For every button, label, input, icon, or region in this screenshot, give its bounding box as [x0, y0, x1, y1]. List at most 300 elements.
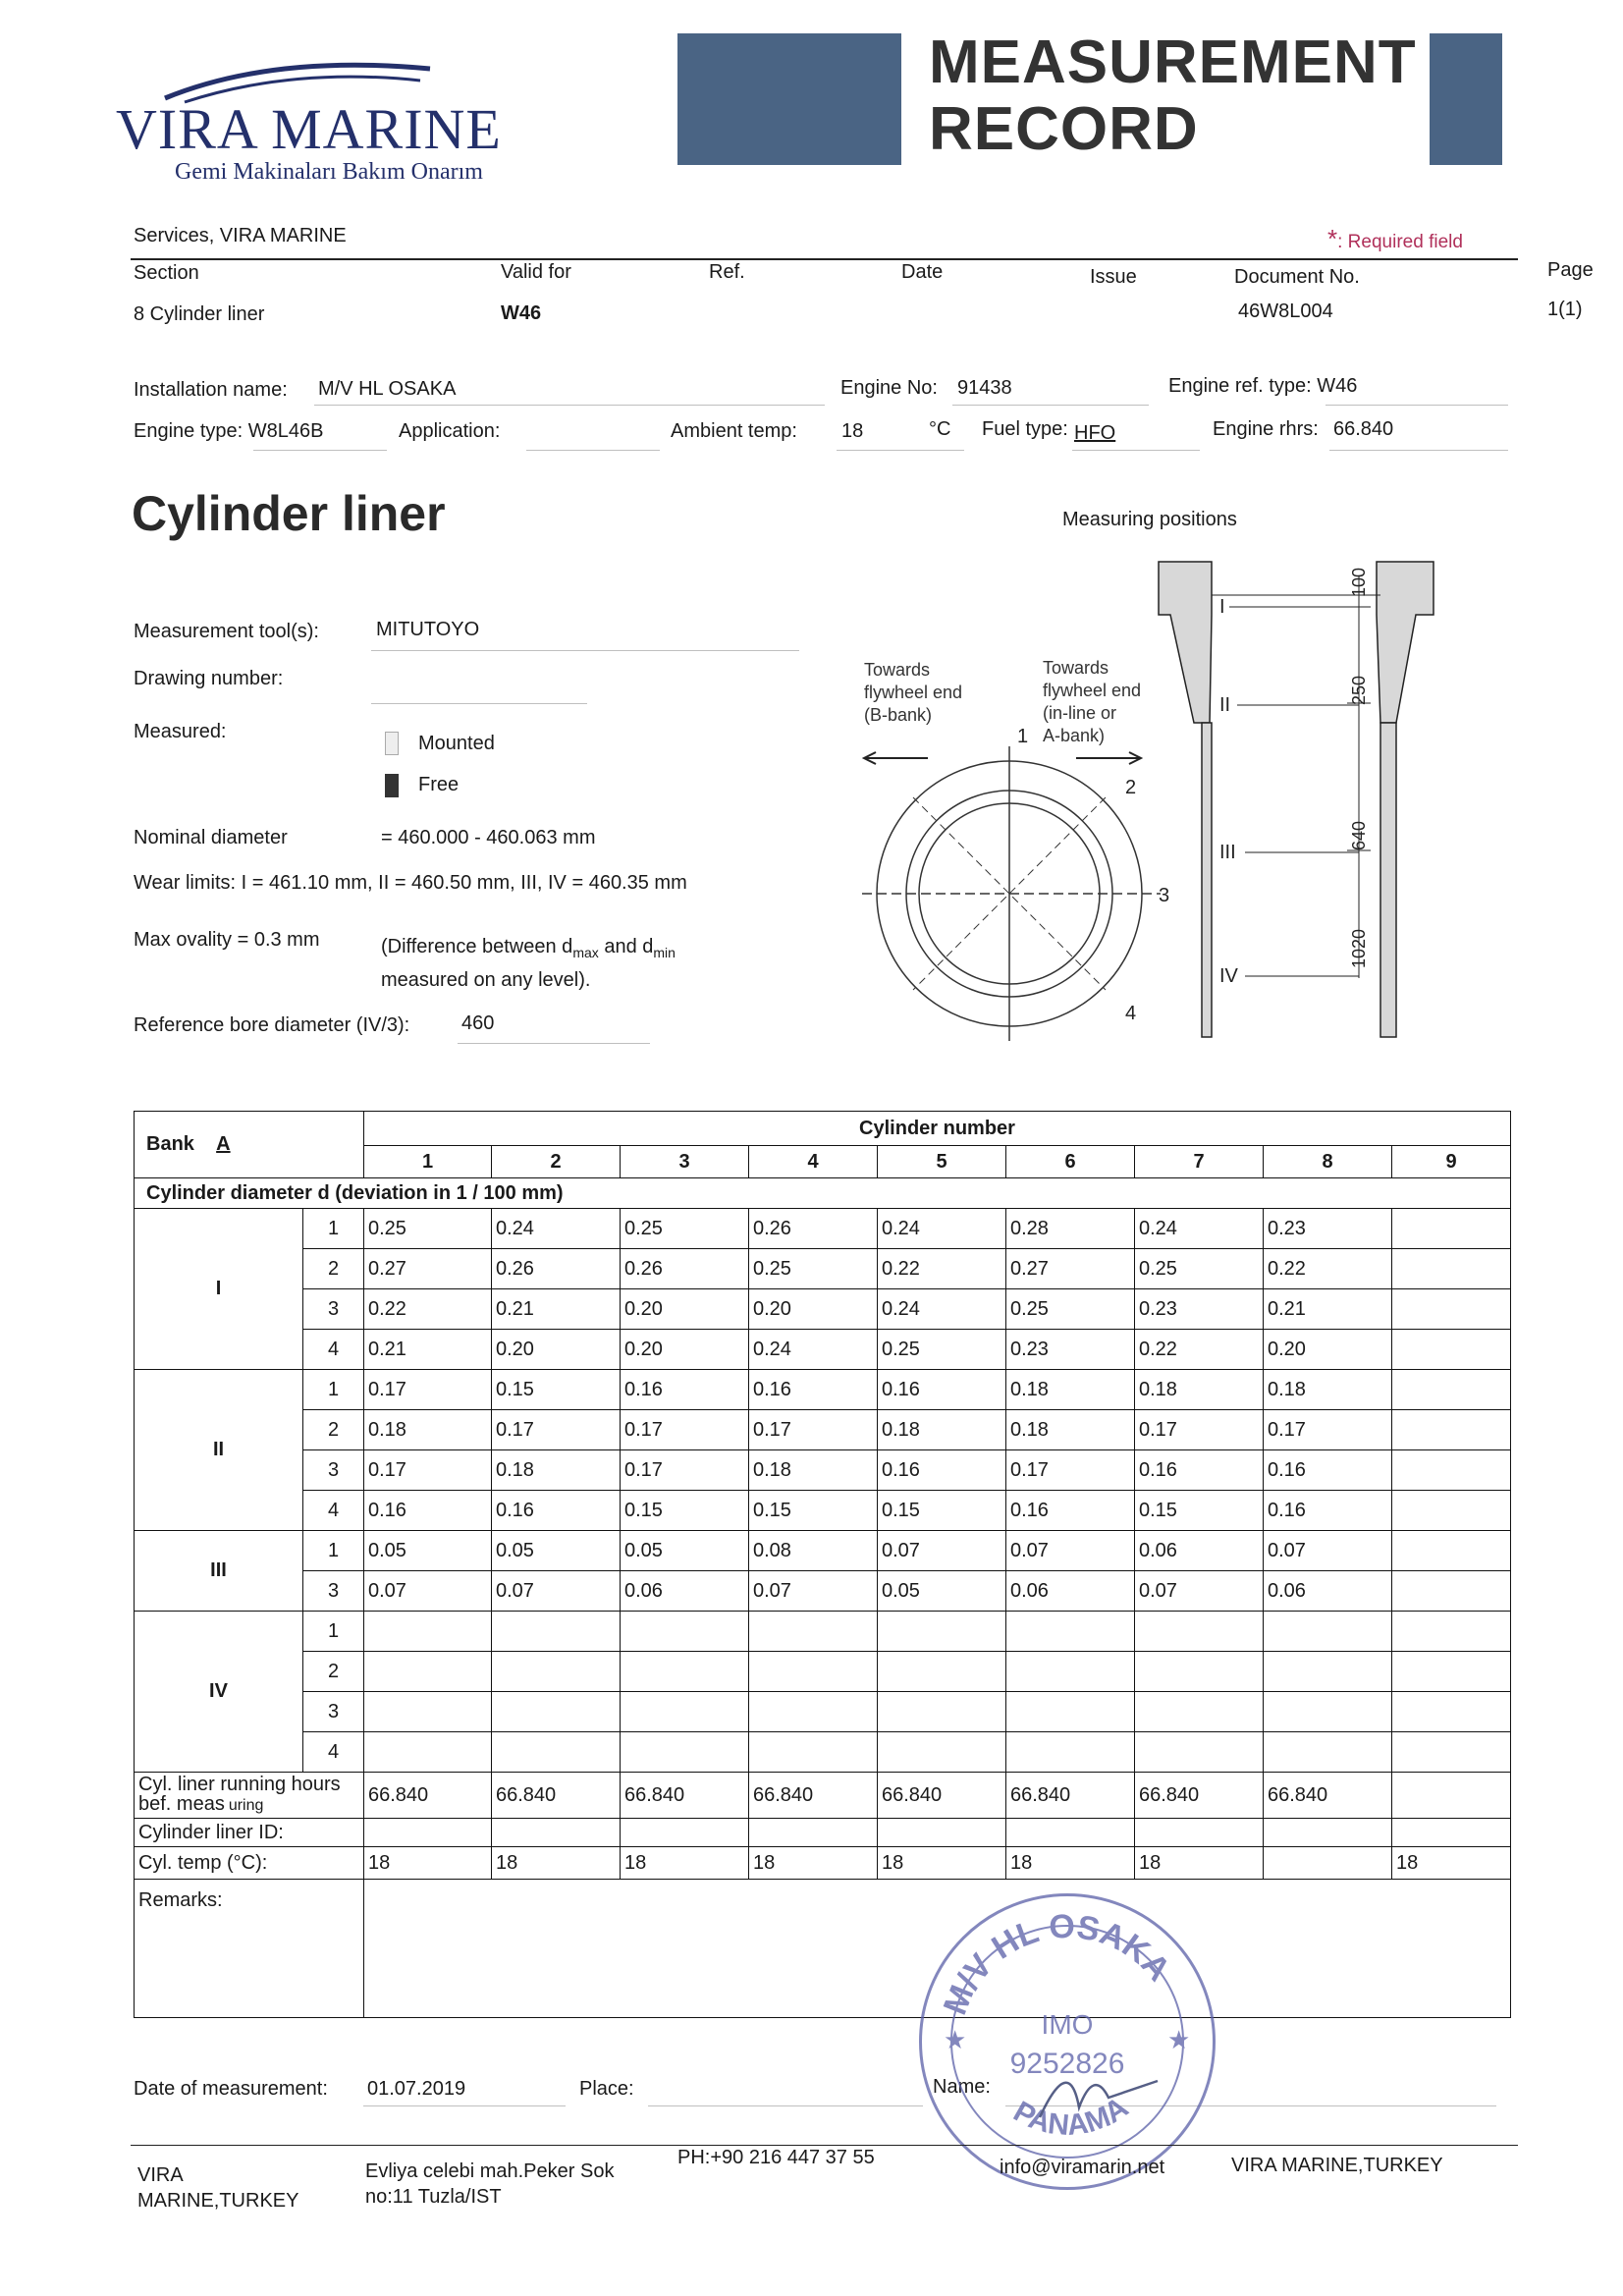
towards-b-text-2: flywheel end	[864, 683, 963, 702]
position-cell: 3	[303, 1692, 364, 1732]
value-cell[interactable]: 0.16	[749, 1370, 878, 1410]
position-cell: 3	[303, 1289, 364, 1330]
svg-text:★: ★	[944, 2026, 967, 2055]
value-cell[interactable]	[1006, 1732, 1135, 1773]
measured-label: Measured:	[134, 721, 227, 742]
record-title-line2: RECORD	[929, 95, 1199, 163]
cylinder-header-1: 1	[364, 1146, 492, 1178]
value-cell[interactable]	[1392, 1612, 1511, 1652]
value-cell[interactable]: 0.15	[621, 1491, 749, 1531]
value-cell[interactable]	[749, 1652, 878, 1692]
value-cell[interactable]: 0.24	[492, 1209, 621, 1249]
liner-id-label: Cylinder liner ID:	[135, 1819, 364, 1847]
towards-a-text-2: flywheel end	[1043, 681, 1142, 700]
value-cell[interactable]	[492, 1692, 621, 1732]
position-cell: 2	[303, 1652, 364, 1692]
value-cell[interactable]	[1392, 1209, 1511, 1249]
value-cell[interactable]: 0.26	[621, 1249, 749, 1289]
position-cell: 2	[303, 1249, 364, 1289]
ref-bore-underline	[458, 1043, 650, 1044]
value-cell[interactable]	[749, 1732, 878, 1773]
value-cell[interactable]: 0.25	[364, 1209, 492, 1249]
fuel-type-label: Fuel type:	[982, 418, 1068, 440]
value-cell[interactable]: 0.18	[1006, 1410, 1135, 1450]
running-hours-cell[interactable]: 66.840	[621, 1773, 749, 1819]
liner-id-cell[interactable]	[364, 1819, 492, 1847]
value-cell[interactable]	[878, 1612, 1006, 1652]
measurement-row	[135, 1450, 1511, 1491]
measurement-row	[135, 1410, 1511, 1450]
date-of-measurement-value[interactable]: 01.07.2019	[367, 2078, 466, 2100]
stamp-flag: PANAMA	[1007, 2091, 1135, 2143]
bank-label: Bank	[146, 1133, 194, 1155]
value-cell[interactable]: 0.16	[878, 1450, 1006, 1491]
ovality-note	[381, 933, 676, 994]
value-cell[interactable]: 0.17	[364, 1370, 492, 1410]
value-cell[interactable]	[1006, 1692, 1135, 1732]
value-cell[interactable]: 0.07	[1264, 1531, 1392, 1571]
document-no-value: 46W8L004	[1238, 301, 1333, 322]
free-checkbox[interactable]	[385, 774, 399, 797]
page-heading: Cylinder liner	[132, 486, 446, 541]
liner-section-diagram	[1037, 556, 1439, 1047]
svg-text:M/V HL OSAKA	[937, 1908, 1178, 2020]
value-cell[interactable]	[1006, 1612, 1135, 1652]
towards-a-text-3: (in-line or	[1043, 703, 1117, 723]
footer-company-left: VIRA MARINE,TURKEY	[137, 2164, 299, 2212]
value-cell[interactable]: 0.25	[1006, 1289, 1135, 1330]
measurement-tool-label: Measurement tool(s):	[134, 621, 319, 642]
section-label: Section	[134, 262, 199, 284]
value-cell[interactable]	[621, 1732, 749, 1773]
measurement-row	[135, 1571, 1511, 1612]
cylinder-header-7: 7	[1135, 1146, 1264, 1178]
point-1-label: 1	[1017, 726, 1029, 747]
ovality-min: min	[653, 945, 676, 960]
measurement-row	[135, 1531, 1511, 1571]
value-cell[interactable]: 0.25	[1135, 1249, 1264, 1289]
value-cell[interactable]	[1135, 1692, 1264, 1732]
value-cell[interactable]: 0.18	[364, 1410, 492, 1450]
value-cell[interactable]: 0.07	[878, 1531, 1006, 1571]
engine-type-underline	[253, 450, 387, 451]
ref-label: Ref.	[709, 261, 745, 283]
value-cell[interactable]	[1135, 1652, 1264, 1692]
footer-email[interactable]: info@viramarin.net	[1000, 2157, 1165, 2178]
valid-for-label: Valid for	[501, 261, 571, 283]
temp-cell[interactable]: 18	[1135, 1847, 1264, 1880]
ambient-temp-unit: °C	[929, 418, 951, 440]
value-cell[interactable]	[621, 1612, 749, 1652]
value-cell[interactable]: 0.18	[1264, 1370, 1392, 1410]
installation-name-value[interactable]: M/V HL OSAKA	[318, 378, 457, 400]
running-hours-cell[interactable]	[1392, 1773, 1511, 1819]
value-cell[interactable]: 0.28	[1006, 1209, 1135, 1249]
level-IV-label: IV	[1219, 965, 1238, 987]
value-cell[interactable]: 0.17	[364, 1450, 492, 1491]
ambient-temp-label: Ambient temp:	[671, 420, 797, 442]
value-cell[interactable]: 0.17	[492, 1410, 621, 1450]
cylinder-header-6: 6	[1006, 1146, 1135, 1178]
liner-id-cell[interactable]	[749, 1819, 878, 1847]
date-label: Date	[901, 261, 944, 283]
reference-bore-label: Reference bore diameter (IV/3):	[134, 1014, 410, 1036]
value-cell[interactable]	[1392, 1531, 1511, 1571]
value-cell[interactable]: 0.22	[878, 1249, 1006, 1289]
value-cell[interactable]: 0.22	[1264, 1249, 1392, 1289]
liner-id-cell[interactable]	[1392, 1819, 1511, 1847]
level-II: II	[135, 1370, 303, 1531]
value-cell[interactable]: 0.16	[878, 1370, 1006, 1410]
measurement-row	[135, 1732, 1511, 1773]
value-cell[interactable]: 0.07	[749, 1571, 878, 1612]
value-cell[interactable]	[364, 1612, 492, 1652]
value-cell[interactable]: 0.17	[621, 1410, 749, 1450]
position-cell: 4	[303, 1330, 364, 1370]
record-title	[929, 29, 1417, 163]
value-cell[interactable]	[1392, 1410, 1511, 1450]
running-hours-cell[interactable]: 66.840	[1135, 1773, 1264, 1819]
value-cell[interactable]	[1392, 1450, 1511, 1491]
ambient-temp-value[interactable]: 18	[841, 420, 864, 442]
value-cell[interactable]: 0.18	[492, 1450, 621, 1491]
value-cell[interactable]	[1392, 1249, 1511, 1289]
measurement-row	[135, 1612, 1511, 1652]
issue-label: Issue	[1090, 266, 1137, 288]
engine-ref-underline	[1325, 405, 1508, 406]
value-cell[interactable]	[1392, 1289, 1511, 1330]
stamp-imo-label: IMO	[1041, 2009, 1094, 2040]
required-text: : Required field	[1337, 232, 1463, 252]
value-cell[interactable]: 0.15	[878, 1491, 1006, 1531]
header-rule	[131, 258, 1518, 260]
engine-ref-type: Engine ref. type: W46	[1168, 375, 1358, 397]
value-cell[interactable]: 0.21	[1264, 1289, 1392, 1330]
value-cell[interactable]: 0.15	[749, 1491, 878, 1531]
level-III-label: III	[1219, 842, 1236, 863]
stamp-ship-name: M/V HL OSAKA	[936, 1907, 1178, 2020]
value-cell[interactable]	[1264, 1612, 1392, 1652]
ovality-note-a: (Difference between d	[381, 936, 573, 957]
required-asterisk: *	[1327, 224, 1338, 253]
section-value: 8 Cylinder liner	[134, 303, 265, 325]
cylinder-header-5: 5	[878, 1146, 1006, 1178]
value-cell[interactable]: 0.22	[1135, 1330, 1264, 1370]
remarks-label: Remarks:	[135, 1880, 364, 2018]
valid-for-value: W46	[501, 302, 542, 324]
application-label: Application:	[399, 420, 501, 442]
value-cell[interactable]: 0.07	[364, 1571, 492, 1612]
cylinder-header-4: 4	[749, 1146, 878, 1178]
value-cell[interactable]	[1006, 1652, 1135, 1692]
value-cell[interactable]	[621, 1652, 749, 1692]
liner-id-cell[interactable]	[1264, 1819, 1392, 1847]
value-cell[interactable]: 0.16	[1264, 1491, 1392, 1531]
level-I-label: I	[1219, 596, 1225, 618]
required-field-note	[1327, 224, 1463, 254]
position-cell: 1	[303, 1370, 364, 1410]
value-cell[interactable]: 0.05	[492, 1531, 621, 1571]
value-cell[interactable]: 0.23	[1264, 1209, 1392, 1249]
value-cell[interactable]: 0.17	[749, 1410, 878, 1450]
value-cell[interactable]	[878, 1732, 1006, 1773]
measurement-row	[135, 1209, 1511, 1249]
stamp-imo-number: 9252826	[1009, 2048, 1125, 2080]
value-cell[interactable]: 0.20	[621, 1330, 749, 1370]
value-cell[interactable]: 0.20	[749, 1289, 878, 1330]
value-cell[interactable]	[1392, 1491, 1511, 1531]
temp-cell[interactable]: 18	[492, 1847, 621, 1880]
tool-underline	[371, 650, 799, 651]
temp-cell[interactable]: 18	[749, 1847, 878, 1880]
value-cell[interactable]: 0.06	[1135, 1531, 1264, 1571]
value-cell[interactable]	[1264, 1692, 1392, 1732]
value-cell[interactable]	[878, 1692, 1006, 1732]
value-cell[interactable]	[1392, 1571, 1511, 1612]
cylinder-number-header: Cylinder number	[364, 1112, 1511, 1146]
date-underline	[363, 2105, 566, 2106]
value-cell[interactable]: 0.25	[878, 1330, 1006, 1370]
logo-subtitle: Gemi Makinaları Bakım Onarım	[175, 159, 483, 185]
value-cell[interactable]: 0.24	[749, 1330, 878, 1370]
footer-company-right: VIRA MARINE,TURKEY	[1231, 2155, 1443, 2176]
level-II-label: II	[1219, 694, 1231, 716]
value-cell[interactable]: 0.17	[1006, 1450, 1135, 1491]
engine-no-value[interactable]: 91438	[957, 377, 1012, 399]
value-cell[interactable]: 0.16	[492, 1491, 621, 1531]
value-cell[interactable]: 0.15	[1135, 1491, 1264, 1531]
liner-id-cell[interactable]	[878, 1819, 1006, 1847]
towards-a-text-1: Towards	[1043, 658, 1109, 678]
cylinder-header-2: 2	[492, 1146, 621, 1178]
position-cell: 4	[303, 1732, 364, 1773]
value-cell[interactable]: 0.27	[1006, 1249, 1135, 1289]
mounted-label: Mounted	[418, 733, 495, 754]
ovality-note-c: measured on any level).	[381, 969, 591, 991]
cylinder-diameter-label: Cylinder diameter d (deviation in 1 / 100 mm)	[135, 1178, 1511, 1209]
engine-rhrs-underline	[1329, 450, 1508, 451]
value-cell[interactable]: 0.15	[492, 1370, 621, 1410]
cylinder-header-8: 8	[1264, 1146, 1392, 1178]
dim-640: 640	[1349, 820, 1369, 850]
measurement-row	[135, 1692, 1511, 1732]
fuel-type-value[interactable]: HFO	[1074, 422, 1116, 444]
engine-rhrs-value[interactable]: 66.840	[1333, 418, 1394, 440]
temp-label: Cyl. temp (°C):	[135, 1847, 364, 1880]
position-cell: 1	[303, 1531, 364, 1571]
measurement-tool-value[interactable]: MITUTOYO	[376, 619, 480, 640]
free-label: Free	[418, 774, 460, 795]
value-cell[interactable]	[749, 1692, 878, 1732]
footer-rule	[131, 2145, 1518, 2146]
running-hours-cell[interactable]: 66.840	[749, 1773, 878, 1819]
value-cell[interactable]: 0.07	[1135, 1571, 1264, 1612]
position-cell: 1	[303, 1612, 364, 1652]
measuring-positions-label: Measuring positions	[1062, 509, 1237, 530]
value-cell[interactable]	[749, 1612, 878, 1652]
value-cell[interactable]: 0.16	[1006, 1491, 1135, 1531]
value-cell[interactable]	[1392, 1692, 1511, 1732]
value-cell[interactable]	[492, 1732, 621, 1773]
wear-limits: Wear limits: I = 461.10 mm, II = 460.50 mm, III, IV = 460.35 mm	[134, 872, 687, 894]
engine-rhrs-label: Engine rhrs:	[1213, 418, 1319, 440]
value-cell[interactable]: 0.17	[1135, 1410, 1264, 1450]
value-cell[interactable]	[492, 1612, 621, 1652]
value-cell[interactable]	[364, 1652, 492, 1692]
services-text: Services, VIRA MARINE	[134, 225, 347, 246]
running-hours-row	[135, 1773, 1511, 1819]
drawing-underline	[371, 703, 587, 704]
value-cell[interactable]: 0.20	[621, 1289, 749, 1330]
value-cell[interactable]	[364, 1692, 492, 1732]
value-cell[interactable]: 0.22	[364, 1289, 492, 1330]
value-cell[interactable]	[364, 1732, 492, 1773]
liner-id-cell[interactable]	[1006, 1819, 1135, 1847]
page-value: 1(1)	[1547, 299, 1583, 320]
page-label: Page	[1547, 259, 1594, 281]
value-cell[interactable]: 0.21	[492, 1289, 621, 1330]
value-cell[interactable]: 0.07	[492, 1571, 621, 1612]
drawing-number-label: Drawing number:	[134, 668, 284, 689]
running-hours-cell[interactable]: 66.840	[364, 1773, 492, 1819]
dim-100: 100	[1349, 567, 1369, 597]
value-cell[interactable]: 0.16	[1135, 1450, 1264, 1491]
engine-type: Engine type: W8L46B	[134, 420, 324, 442]
running-hours-label: Cyl. liner running hours bef. meas	[138, 1774, 341, 1815]
temp-cell[interactable]: 18	[1392, 1847, 1511, 1880]
svg-text:★: ★	[1167, 2026, 1191, 2055]
value-cell[interactable]: 0.06	[1264, 1571, 1392, 1612]
reference-bore-value[interactable]: 460	[461, 1012, 495, 1034]
value-cell[interactable]: 0.18	[1006, 1370, 1135, 1410]
value-cell[interactable]: 0.18	[749, 1450, 878, 1491]
value-cell[interactable]: 0.20	[492, 1330, 621, 1370]
place-label: Place:	[579, 2078, 634, 2100]
measurement-row	[135, 1491, 1511, 1531]
temp-cell[interactable]: 18	[364, 1847, 492, 1880]
value-cell[interactable]: 0.16	[621, 1370, 749, 1410]
value-cell[interactable]	[1392, 1370, 1511, 1410]
value-cell[interactable]: 0.05	[878, 1571, 1006, 1612]
value-cell[interactable]	[1392, 1732, 1511, 1773]
running-hours-cell[interactable]: 66.840	[492, 1773, 621, 1819]
place-underline	[648, 2105, 923, 2106]
value-cell[interactable]	[1135, 1732, 1264, 1773]
value-cell[interactable]: 0.25	[749, 1249, 878, 1289]
dim-250: 250	[1349, 675, 1369, 705]
logo-name: VIRA MARINE	[116, 97, 502, 161]
temp-cell[interactable]: 18	[621, 1847, 749, 1880]
liner-id-cell[interactable]	[1135, 1819, 1264, 1847]
ovality-note-b: and d	[598, 936, 654, 957]
cylinder-header-9: 9	[1392, 1146, 1511, 1178]
liner-id-row	[135, 1819, 1511, 1847]
temp-row	[135, 1847, 1511, 1880]
installation-name-label: Installation name:	[134, 379, 288, 401]
mounted-checkbox[interactable]	[385, 732, 399, 755]
temp-cell[interactable]: 18	[878, 1847, 1006, 1880]
running-hours-label-cell	[135, 1773, 364, 1819]
value-cell[interactable]: 0.06	[1006, 1571, 1135, 1612]
point-2-label: 2	[1125, 777, 1137, 798]
value-cell[interactable]: 0.27	[364, 1249, 492, 1289]
value-cell[interactable]	[1264, 1652, 1392, 1692]
value-cell[interactable]: 0.17	[1264, 1410, 1392, 1450]
value-cell[interactable]: 0.24	[1135, 1209, 1264, 1249]
value-cell[interactable]: 0.21	[364, 1330, 492, 1370]
running-hours-cell[interactable]: 66.840	[1264, 1773, 1392, 1819]
value-cell[interactable]: 0.23	[1006, 1330, 1135, 1370]
document-no-label: Document No.	[1234, 266, 1360, 288]
nominal-diameter-label: Nominal diameter	[134, 827, 288, 848]
liner-id-cell[interactable]	[621, 1819, 749, 1847]
value-cell[interactable]	[1135, 1612, 1264, 1652]
value-cell[interactable]: 0.07	[1006, 1531, 1135, 1571]
title-decoration-left	[677, 33, 901, 165]
measurement-row	[135, 1652, 1511, 1692]
value-cell[interactable]: 0.05	[621, 1531, 749, 1571]
footer-address: Evliya celebi mah.Peker Sok no:11 Tuzla/IST	[365, 2160, 615, 2208]
value-cell[interactable]: 0.25	[621, 1209, 749, 1249]
value-cell[interactable]	[878, 1652, 1006, 1692]
application-underline	[526, 450, 660, 451]
ovality-max: max	[572, 945, 599, 960]
value-cell[interactable]: 0.20	[1264, 1330, 1392, 1370]
level-I: I	[135, 1209, 303, 1370]
dim-1020: 1020	[1349, 928, 1369, 968]
name-label: Name:	[933, 2076, 991, 2098]
liner-id-cell[interactable]	[492, 1819, 621, 1847]
bank-value: A	[216, 1133, 231, 1155]
running-hours-cell[interactable]: 66.840	[1006, 1773, 1135, 1819]
value-cell[interactable]: 0.23	[1135, 1289, 1264, 1330]
value-cell[interactable]: 0.26	[492, 1249, 621, 1289]
running-hours-cell[interactable]: 66.840	[878, 1773, 1006, 1819]
measurement-row	[135, 1289, 1511, 1330]
value-cell[interactable]: 0.26	[749, 1209, 878, 1249]
value-cell[interactable]: 0.24	[878, 1209, 1006, 1249]
value-cell[interactable]: 0.05	[364, 1531, 492, 1571]
installation-name-underline	[314, 405, 825, 406]
value-cell[interactable]: 0.06	[621, 1571, 749, 1612]
position-cell: 3	[303, 1571, 364, 1612]
value-cell[interactable]: 0.18	[878, 1410, 1006, 1450]
temp-cell[interactable]	[1264, 1847, 1392, 1880]
towards-a-text-4: A-bank)	[1043, 726, 1106, 745]
cylinder-header-3: 3	[621, 1146, 749, 1178]
stamp-ring-icon	[922, 1896, 1213, 2187]
value-cell[interactable]	[1264, 1732, 1392, 1773]
footer-phone: PH:+90 216 447 37 55	[677, 2147, 875, 2168]
value-cell[interactable]: 0.17	[621, 1450, 749, 1491]
temp-cell[interactable]: 18	[1006, 1847, 1135, 1880]
towards-b-text-1: Towards	[864, 660, 931, 680]
engine-no-label: Engine No:	[840, 377, 938, 399]
value-cell[interactable]	[1392, 1330, 1511, 1370]
date-of-measurement-label: Date of measurement:	[134, 2078, 328, 2100]
value-cell[interactable]	[1392, 1652, 1511, 1692]
value-cell[interactable]	[621, 1692, 749, 1732]
value-cell[interactable]: 0.16	[1264, 1450, 1392, 1491]
value-cell[interactable]: 0.08	[749, 1531, 878, 1571]
value-cell[interactable]	[492, 1652, 621, 1692]
value-cell[interactable]: 0.16	[364, 1491, 492, 1531]
ambient-temp-underline	[837, 450, 964, 451]
value-cell[interactable]: 0.24	[878, 1289, 1006, 1330]
level-IV: IV	[135, 1612, 303, 1773]
measurement-row	[135, 1249, 1511, 1289]
value-cell[interactable]: 0.18	[1135, 1370, 1264, 1410]
